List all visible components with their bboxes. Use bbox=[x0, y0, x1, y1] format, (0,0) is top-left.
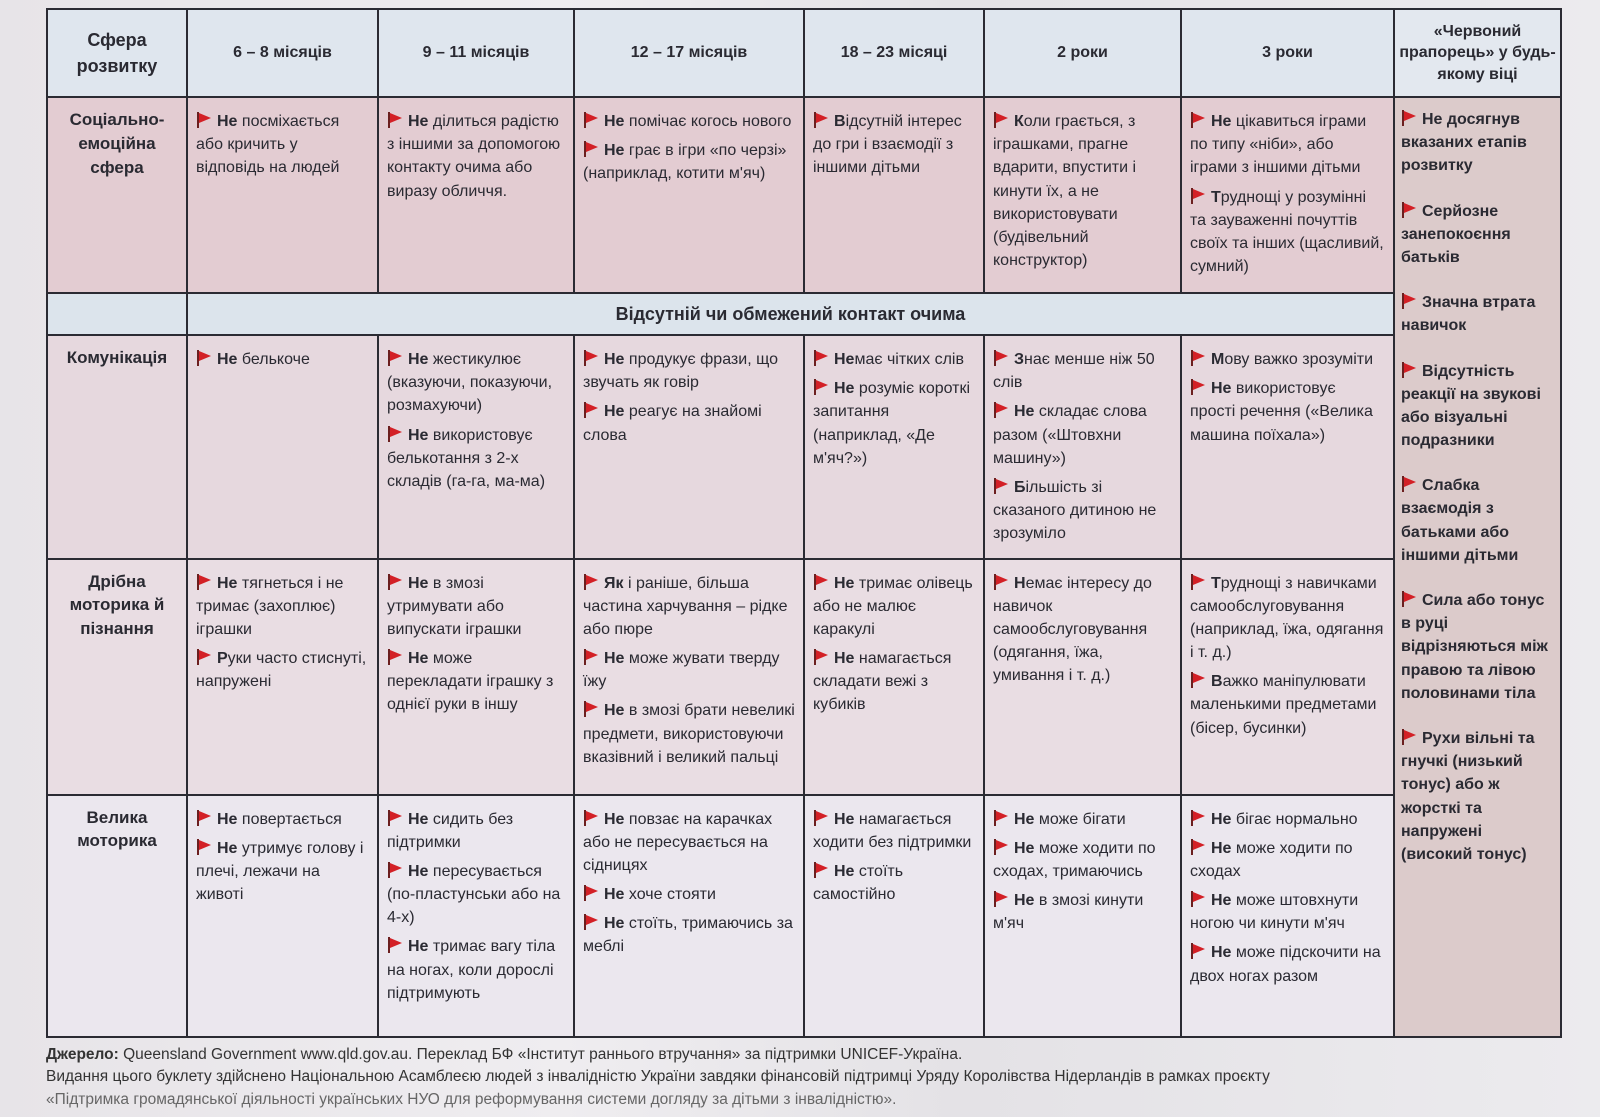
red-flag-icon bbox=[387, 574, 403, 590]
cell bbox=[1181, 795, 1394, 1038]
red-flag-item bbox=[1190, 889, 1385, 935]
item-lead: Не bbox=[1211, 113, 1232, 130]
item-lead: Не bbox=[408, 862, 429, 880]
item-lead: Б bbox=[1014, 478, 1026, 496]
red-flag-icon bbox=[387, 350, 403, 366]
item-text: може ходити по сходах, тримаючись bbox=[993, 839, 1156, 880]
item-text: ділиться радістю з іншими за допомогою контакту очима або виразу обличчя. bbox=[387, 113, 561, 200]
red-flag-item bbox=[993, 476, 1172, 546]
item-text: пересувається (по-пластунськи або на 4-х) bbox=[387, 862, 561, 927]
item-lead: Не bbox=[1211, 810, 1232, 828]
item-lead: Не bbox=[1211, 892, 1232, 910]
red-flag-icon bbox=[387, 862, 403, 878]
red-flag-icon bbox=[1190, 112, 1206, 128]
item-text: сидить без підтримки bbox=[387, 810, 514, 851]
cell bbox=[574, 795, 804, 1038]
item-lead: Не bbox=[604, 702, 625, 720]
cell bbox=[1181, 97, 1394, 293]
item-lead: Т bbox=[1211, 188, 1221, 206]
cell bbox=[378, 559, 574, 795]
red-flag-icon bbox=[993, 574, 1009, 590]
item-text: використовує белькотання з 2-х складів (га-га, ма-ма) bbox=[387, 426, 546, 490]
cell bbox=[984, 795, 1181, 1038]
item-lead: Не bbox=[1014, 810, 1035, 828]
red-flags-table bbox=[46, 8, 1562, 1038]
item-text: цікавиться іграми по типу «ніби», або іграми з іншими дітьми bbox=[1190, 113, 1367, 177]
red-flag-icon bbox=[1401, 729, 1417, 745]
red-flag-icon bbox=[1401, 110, 1417, 126]
item-lead: Не bbox=[604, 650, 625, 668]
red-flag-icon bbox=[196, 649, 212, 665]
cell bbox=[378, 795, 574, 1038]
red-flag-item bbox=[1190, 808, 1385, 831]
red-flag-item bbox=[583, 348, 795, 394]
red-flag-item bbox=[387, 572, 565, 642]
cell bbox=[804, 97, 984, 293]
item-lead: Не bbox=[604, 113, 625, 130]
item-text: оли грається, з іграшками, прагне вдарити, впустити і кинути їх, а не використовувати (будівельний конструктор) bbox=[993, 113, 1137, 270]
footer-source-label: Джерело: bbox=[46, 1046, 119, 1063]
cell bbox=[187, 97, 378, 293]
item-text: бігає нормально bbox=[1231, 810, 1358, 828]
item-lead: Не bbox=[217, 574, 238, 592]
red-flag-icon bbox=[813, 379, 829, 395]
footer bbox=[46, 1044, 1546, 1111]
item-lead: Не bbox=[408, 938, 429, 956]
red-flag-icon bbox=[1401, 293, 1417, 309]
red-flag-item bbox=[387, 935, 565, 1005]
red-flag-icon bbox=[813, 574, 829, 590]
item-lead: Не bbox=[408, 113, 429, 130]
item-text: може перекладати іграшку з однієї руки в іншу bbox=[387, 650, 554, 714]
item-lead: Не bbox=[834, 574, 855, 592]
row-fine-motor bbox=[47, 559, 1561, 795]
red-flag-icon bbox=[196, 810, 212, 826]
item-text: емає інтересу до навичок самообслуговування (одягання, їжа, умивання і т. д.) bbox=[993, 574, 1152, 685]
cell bbox=[187, 335, 378, 559]
item-text: белькоче bbox=[237, 351, 310, 368]
red-flag-item bbox=[993, 400, 1172, 470]
item-text: утримує голову і плечі, лежачи на животі bbox=[196, 839, 364, 904]
item-lead: З bbox=[1014, 351, 1025, 368]
item-text: має чітких слів bbox=[854, 351, 964, 368]
item-lead: Не bbox=[604, 142, 625, 160]
item-text: ову важко зрозуміти bbox=[1224, 351, 1374, 368]
red-flag-icon bbox=[1190, 379, 1206, 395]
item-text: розуміє короткі запитання (наприклад, «Де м'яч?») bbox=[813, 380, 971, 467]
item-lead: Не bbox=[834, 810, 855, 828]
red-flag-icon bbox=[993, 478, 1009, 494]
any-age-item bbox=[1401, 200, 1554, 270]
red-flag-icon bbox=[1190, 672, 1206, 688]
red-flag-item bbox=[583, 572, 795, 642]
red-flag-icon bbox=[387, 649, 403, 665]
any-age-item bbox=[1401, 360, 1554, 453]
header-domain: Сфера розвитку bbox=[47, 9, 187, 97]
item-text: помічає когось нового bbox=[624, 113, 792, 130]
cell bbox=[1181, 335, 1394, 559]
domain-label: Велика моторика bbox=[47, 795, 187, 1038]
header-age: 9 – 11 місяців bbox=[378, 9, 574, 97]
any-age-column bbox=[1394, 97, 1561, 1037]
red-flag-icon bbox=[1190, 574, 1206, 590]
cell bbox=[804, 335, 984, 559]
footer-source-text: Queensland Government www.qld.gov.au. Переклад БФ «Інститут раннього втручання» за підтримки UNICEF-Україна. bbox=[118, 1046, 963, 1063]
item-lead: Не bbox=[408, 810, 429, 828]
footer-line3: «Підтримка громадянської діяльності українських НУО для реформування системи догляду за дітьми з інвалідністю». bbox=[46, 1090, 897, 1108]
red-flag-item bbox=[583, 110, 795, 133]
red-flag-icon bbox=[196, 350, 212, 366]
item-text: руднощі у розумінні та зауваженні почуттів своїх та інших (щасливий, сумний) bbox=[1190, 188, 1384, 276]
red-flag-item bbox=[813, 377, 975, 470]
item-text: в змозі брати невеликі предмети, використовуючи вказівний і великий пальці bbox=[583, 702, 795, 766]
item-text: нає менше ніж 50 слів bbox=[993, 351, 1155, 392]
item-lead: Не bbox=[604, 915, 625, 933]
item-lead: Не bbox=[1211, 380, 1232, 398]
any-age-text: Не досягнув вказаних етапів розвитку bbox=[1401, 111, 1527, 175]
red-flag-icon bbox=[196, 574, 212, 590]
item-text: складає слова разом («Штовхни машину») bbox=[993, 403, 1147, 467]
red-flag-item bbox=[387, 348, 565, 418]
red-flag-icon bbox=[1401, 591, 1417, 607]
header-any-age: «Червоний прапорець» у будь-якому віці bbox=[1394, 9, 1561, 97]
item-lead: Не bbox=[408, 351, 429, 368]
red-flag-item bbox=[387, 110, 565, 203]
red-flag-item bbox=[196, 837, 369, 907]
red-flag-item bbox=[387, 808, 565, 854]
red-flag-item bbox=[1190, 670, 1385, 740]
red-flag-icon bbox=[993, 350, 1009, 366]
item-text: стоїть самостійно bbox=[813, 862, 904, 904]
red-flag-item bbox=[993, 572, 1172, 688]
item-text: продукує фрази, що звучать як говір bbox=[583, 351, 778, 392]
item-text: в змозі кинути м'яч bbox=[993, 892, 1144, 933]
any-age-text: Слабка взаємодія з батьками або іншими дітьми bbox=[1401, 477, 1519, 564]
item-lead: Не bbox=[834, 351, 855, 368]
red-flag-item bbox=[1190, 110, 1385, 180]
item-lead: Н bbox=[1014, 574, 1026, 592]
footer-source bbox=[46, 1044, 1546, 1066]
red-flag-icon bbox=[387, 810, 403, 826]
red-flag-item bbox=[813, 647, 975, 717]
header-age: 12 – 17 місяців bbox=[574, 9, 804, 97]
red-flag-icon bbox=[583, 649, 599, 665]
item-lead: Не bbox=[408, 426, 429, 444]
red-flag-item bbox=[813, 110, 975, 180]
item-lead: Не bbox=[217, 839, 238, 857]
header-age: 2 роки bbox=[984, 9, 1181, 97]
item-text: використовує прості речення («Велика машина поїхала») bbox=[1190, 380, 1373, 444]
cell bbox=[984, 97, 1181, 293]
red-flag-item bbox=[1190, 377, 1385, 447]
red-flag-icon bbox=[993, 112, 1009, 128]
header-age: 18 – 23 місяці bbox=[804, 9, 984, 97]
red-flag-item bbox=[1190, 186, 1385, 279]
red-flag-icon bbox=[583, 810, 599, 826]
red-flag-icon bbox=[993, 810, 1009, 826]
red-flag-item bbox=[196, 348, 369, 371]
red-flag-icon bbox=[1190, 188, 1206, 204]
row-eye-contact bbox=[47, 293, 1561, 335]
cell bbox=[1181, 559, 1394, 795]
item-text: може ходити по сходах bbox=[1190, 839, 1353, 880]
item-lead: Не bbox=[217, 351, 238, 368]
any-age-item bbox=[1401, 108, 1554, 178]
red-flag-icon bbox=[813, 649, 829, 665]
red-flag-item bbox=[993, 808, 1172, 831]
item-text: намагається ходити без підтримки bbox=[813, 810, 972, 851]
red-flag-item bbox=[1190, 941, 1385, 987]
red-flag-icon bbox=[813, 810, 829, 826]
red-flag-item bbox=[196, 647, 369, 693]
item-lead: Т bbox=[1211, 574, 1221, 592]
red-flag-icon bbox=[813, 350, 829, 366]
domain-label: Комунікація bbox=[47, 335, 187, 559]
red-flag-icon bbox=[387, 937, 403, 953]
red-flag-icon bbox=[583, 141, 599, 157]
item-text: руднощі з навичками самообслуговування (наприклад, їжа, одягання і т. д.) bbox=[1190, 574, 1384, 662]
item-lead: Не bbox=[834, 380, 855, 398]
cell bbox=[574, 97, 804, 293]
red-flag-icon bbox=[196, 839, 212, 855]
red-flag-item bbox=[387, 860, 565, 930]
item-lead: Не bbox=[1014, 839, 1035, 857]
item-lead: М bbox=[1211, 351, 1225, 368]
any-age-text: Рухи вільні та гнучкі (низький тонус) або ж жорсткі та напружені (високий тонус) bbox=[1401, 729, 1535, 863]
item-text: тримає олівець або не малює каракулі bbox=[813, 574, 973, 638]
header-age: 3 роки bbox=[1181, 9, 1394, 97]
red-flag-icon bbox=[583, 402, 599, 418]
cell bbox=[574, 335, 804, 559]
item-lead: В bbox=[1211, 673, 1223, 691]
red-flag-item bbox=[993, 889, 1172, 935]
cell bbox=[378, 97, 574, 293]
item-lead: В bbox=[834, 113, 846, 130]
domain-label: Дрібна моторика й пізнання bbox=[47, 559, 187, 795]
any-age-item bbox=[1401, 589, 1554, 705]
red-flag-item bbox=[583, 139, 795, 185]
item-lead: Не bbox=[1014, 892, 1035, 910]
item-text: і раніше, більша частина харчування – рідке або пюре bbox=[583, 574, 788, 638]
item-text: тягнеться і не тримає (захоплює) іграшки bbox=[196, 574, 344, 638]
item-lead: К bbox=[1014, 113, 1024, 130]
item-lead: Як bbox=[604, 574, 624, 592]
red-flag-item bbox=[583, 400, 795, 446]
any-age-text: Відсутність реакції на звукові або візуальні подразники bbox=[1401, 362, 1541, 450]
item-lead: Не bbox=[834, 650, 855, 668]
red-flag-icon bbox=[993, 891, 1009, 907]
red-flag-icon bbox=[583, 914, 599, 930]
item-lead: Не bbox=[834, 862, 855, 880]
red-flag-item bbox=[813, 808, 975, 854]
domain-label: Соціально-емоційна сфера bbox=[47, 97, 187, 293]
red-flag-item bbox=[387, 424, 565, 494]
cell bbox=[187, 559, 378, 795]
item-lead: Не bbox=[408, 650, 429, 668]
red-flag-icon bbox=[1401, 362, 1417, 378]
red-flag-icon bbox=[1190, 839, 1206, 855]
item-lead: Не bbox=[1211, 839, 1232, 857]
red-flag-item bbox=[813, 348, 975, 371]
item-text: може бігати bbox=[1034, 810, 1126, 828]
red-flag-item bbox=[583, 647, 795, 693]
red-flag-icon bbox=[1190, 943, 1206, 959]
any-age-item bbox=[1401, 291, 1554, 337]
item-text: ідсутній інтерес до гри і взаємодії з іншими дітьми bbox=[813, 113, 962, 177]
item-text: стоїть, тримаючись за меблі bbox=[583, 915, 793, 956]
red-flag-item bbox=[583, 912, 795, 958]
red-flag-item bbox=[993, 110, 1172, 272]
item-text: посміхається або кричить у відповідь на людей bbox=[196, 113, 340, 177]
red-flag-icon bbox=[993, 402, 1009, 418]
item-text: уки часто стиснуті, напружені bbox=[196, 650, 367, 691]
red-flag-item bbox=[813, 860, 975, 906]
item-lead: Не bbox=[604, 351, 625, 368]
item-text: намагається складати вежі з кубиків bbox=[813, 650, 952, 714]
item-text: повертається bbox=[237, 810, 342, 828]
cell bbox=[984, 335, 1181, 559]
header-row bbox=[47, 9, 1561, 97]
item-lead: Не bbox=[604, 403, 625, 421]
item-text: ільшість зі сказаного дитиною не зрозуміло bbox=[993, 478, 1157, 543]
footer-line2: Видання цього буклету здійснено Національною Асамблеєю людей з інвалідністю України завдяки фінансовій підтримці Уряду Королівства Нідерландів в рамках проєкту bbox=[46, 1068, 1270, 1086]
item-text: може штовхнути ногою чи кинути м'яч bbox=[1190, 892, 1359, 933]
item-lead: Не bbox=[1014, 403, 1035, 421]
item-text: ажко маніпулювати маленькими предметами (бісер, бусинки) bbox=[1190, 673, 1377, 737]
red-flag-icon bbox=[583, 350, 599, 366]
item-text: повзає на карачках або не пересувається на сідницях bbox=[583, 810, 773, 874]
header-age: 6 – 8 місяців bbox=[187, 9, 378, 97]
item-lead: Не bbox=[408, 574, 429, 592]
eye-contact-banner: Відсутній чи обмежений контакт очима bbox=[187, 293, 1394, 335]
item-lead: Не bbox=[217, 113, 238, 130]
red-flag-icon bbox=[1190, 891, 1206, 907]
red-flag-item bbox=[583, 699, 795, 769]
red-flag-icon bbox=[1190, 810, 1206, 826]
red-flag-icon bbox=[1401, 476, 1417, 492]
cell bbox=[378, 335, 574, 559]
red-flag-icon bbox=[583, 112, 599, 128]
red-flag-item bbox=[583, 808, 795, 878]
item-text: реагує на знайомі слова bbox=[583, 403, 762, 444]
red-flag-icon bbox=[583, 885, 599, 901]
item-text: в змозі утримувати або випускати іграшки bbox=[387, 574, 522, 638]
row-gross-motor bbox=[47, 795, 1561, 1038]
red-flag-item bbox=[196, 572, 369, 642]
item-text: тримає вагу тіла на ногах, коли дорослі підтримують bbox=[387, 938, 556, 1002]
row-social bbox=[47, 97, 1561, 293]
row-communication bbox=[47, 335, 1561, 559]
red-flag-item bbox=[387, 647, 565, 717]
item-text: жестикулює (вказуючи, показуючи, розмахуючи) bbox=[387, 351, 553, 415]
item-text: хоче стояти bbox=[624, 886, 716, 904]
red-flag-icon bbox=[387, 426, 403, 442]
red-flag-icon bbox=[1190, 350, 1206, 366]
red-flag-item bbox=[196, 808, 369, 831]
red-flag-item bbox=[993, 348, 1172, 394]
red-flag-icon bbox=[196, 112, 212, 128]
item-lead: Не bbox=[604, 810, 625, 828]
red-flag-item bbox=[1190, 572, 1385, 665]
any-age-item bbox=[1401, 474, 1554, 567]
item-text: може підскочити на двох ногах разом bbox=[1190, 944, 1381, 985]
red-flag-icon bbox=[993, 839, 1009, 855]
red-flag-item bbox=[813, 572, 975, 642]
blank-cell bbox=[47, 293, 187, 335]
red-flag-icon bbox=[583, 574, 599, 590]
red-flag-item bbox=[1190, 837, 1385, 883]
cell bbox=[187, 795, 378, 1038]
any-age-text: Серйозне занепокоєння батьків bbox=[1401, 202, 1511, 266]
red-flag-item bbox=[993, 837, 1172, 883]
cell bbox=[574, 559, 804, 795]
red-flag-icon bbox=[1401, 202, 1417, 218]
cell bbox=[804, 795, 984, 1038]
red-flag-item bbox=[1190, 348, 1385, 371]
item-lead: Не bbox=[217, 810, 238, 828]
item-text: грає в ігри «по черзі» (наприклад, котити м'яч) bbox=[583, 142, 787, 183]
red-flag-item bbox=[583, 883, 795, 906]
any-age-item bbox=[1401, 727, 1554, 866]
item-lead: Р bbox=[217, 650, 228, 668]
cell bbox=[804, 559, 984, 795]
red-flag-icon bbox=[813, 862, 829, 878]
item-text: може жувати тверду їжу bbox=[583, 650, 780, 691]
any-age-text: Сила або тонус в руці відрізняються між правою та лівою половинами тіла bbox=[1401, 592, 1548, 702]
item-lead: Не bbox=[604, 886, 625, 904]
red-flag-item bbox=[196, 110, 369, 180]
cell bbox=[984, 559, 1181, 795]
any-age-text: Значна втрата навичок bbox=[1401, 294, 1536, 335]
item-lead: Не bbox=[1211, 944, 1232, 962]
red-flag-icon bbox=[583, 701, 599, 717]
red-flag-icon bbox=[387, 112, 403, 128]
red-flag-icon bbox=[813, 112, 829, 128]
